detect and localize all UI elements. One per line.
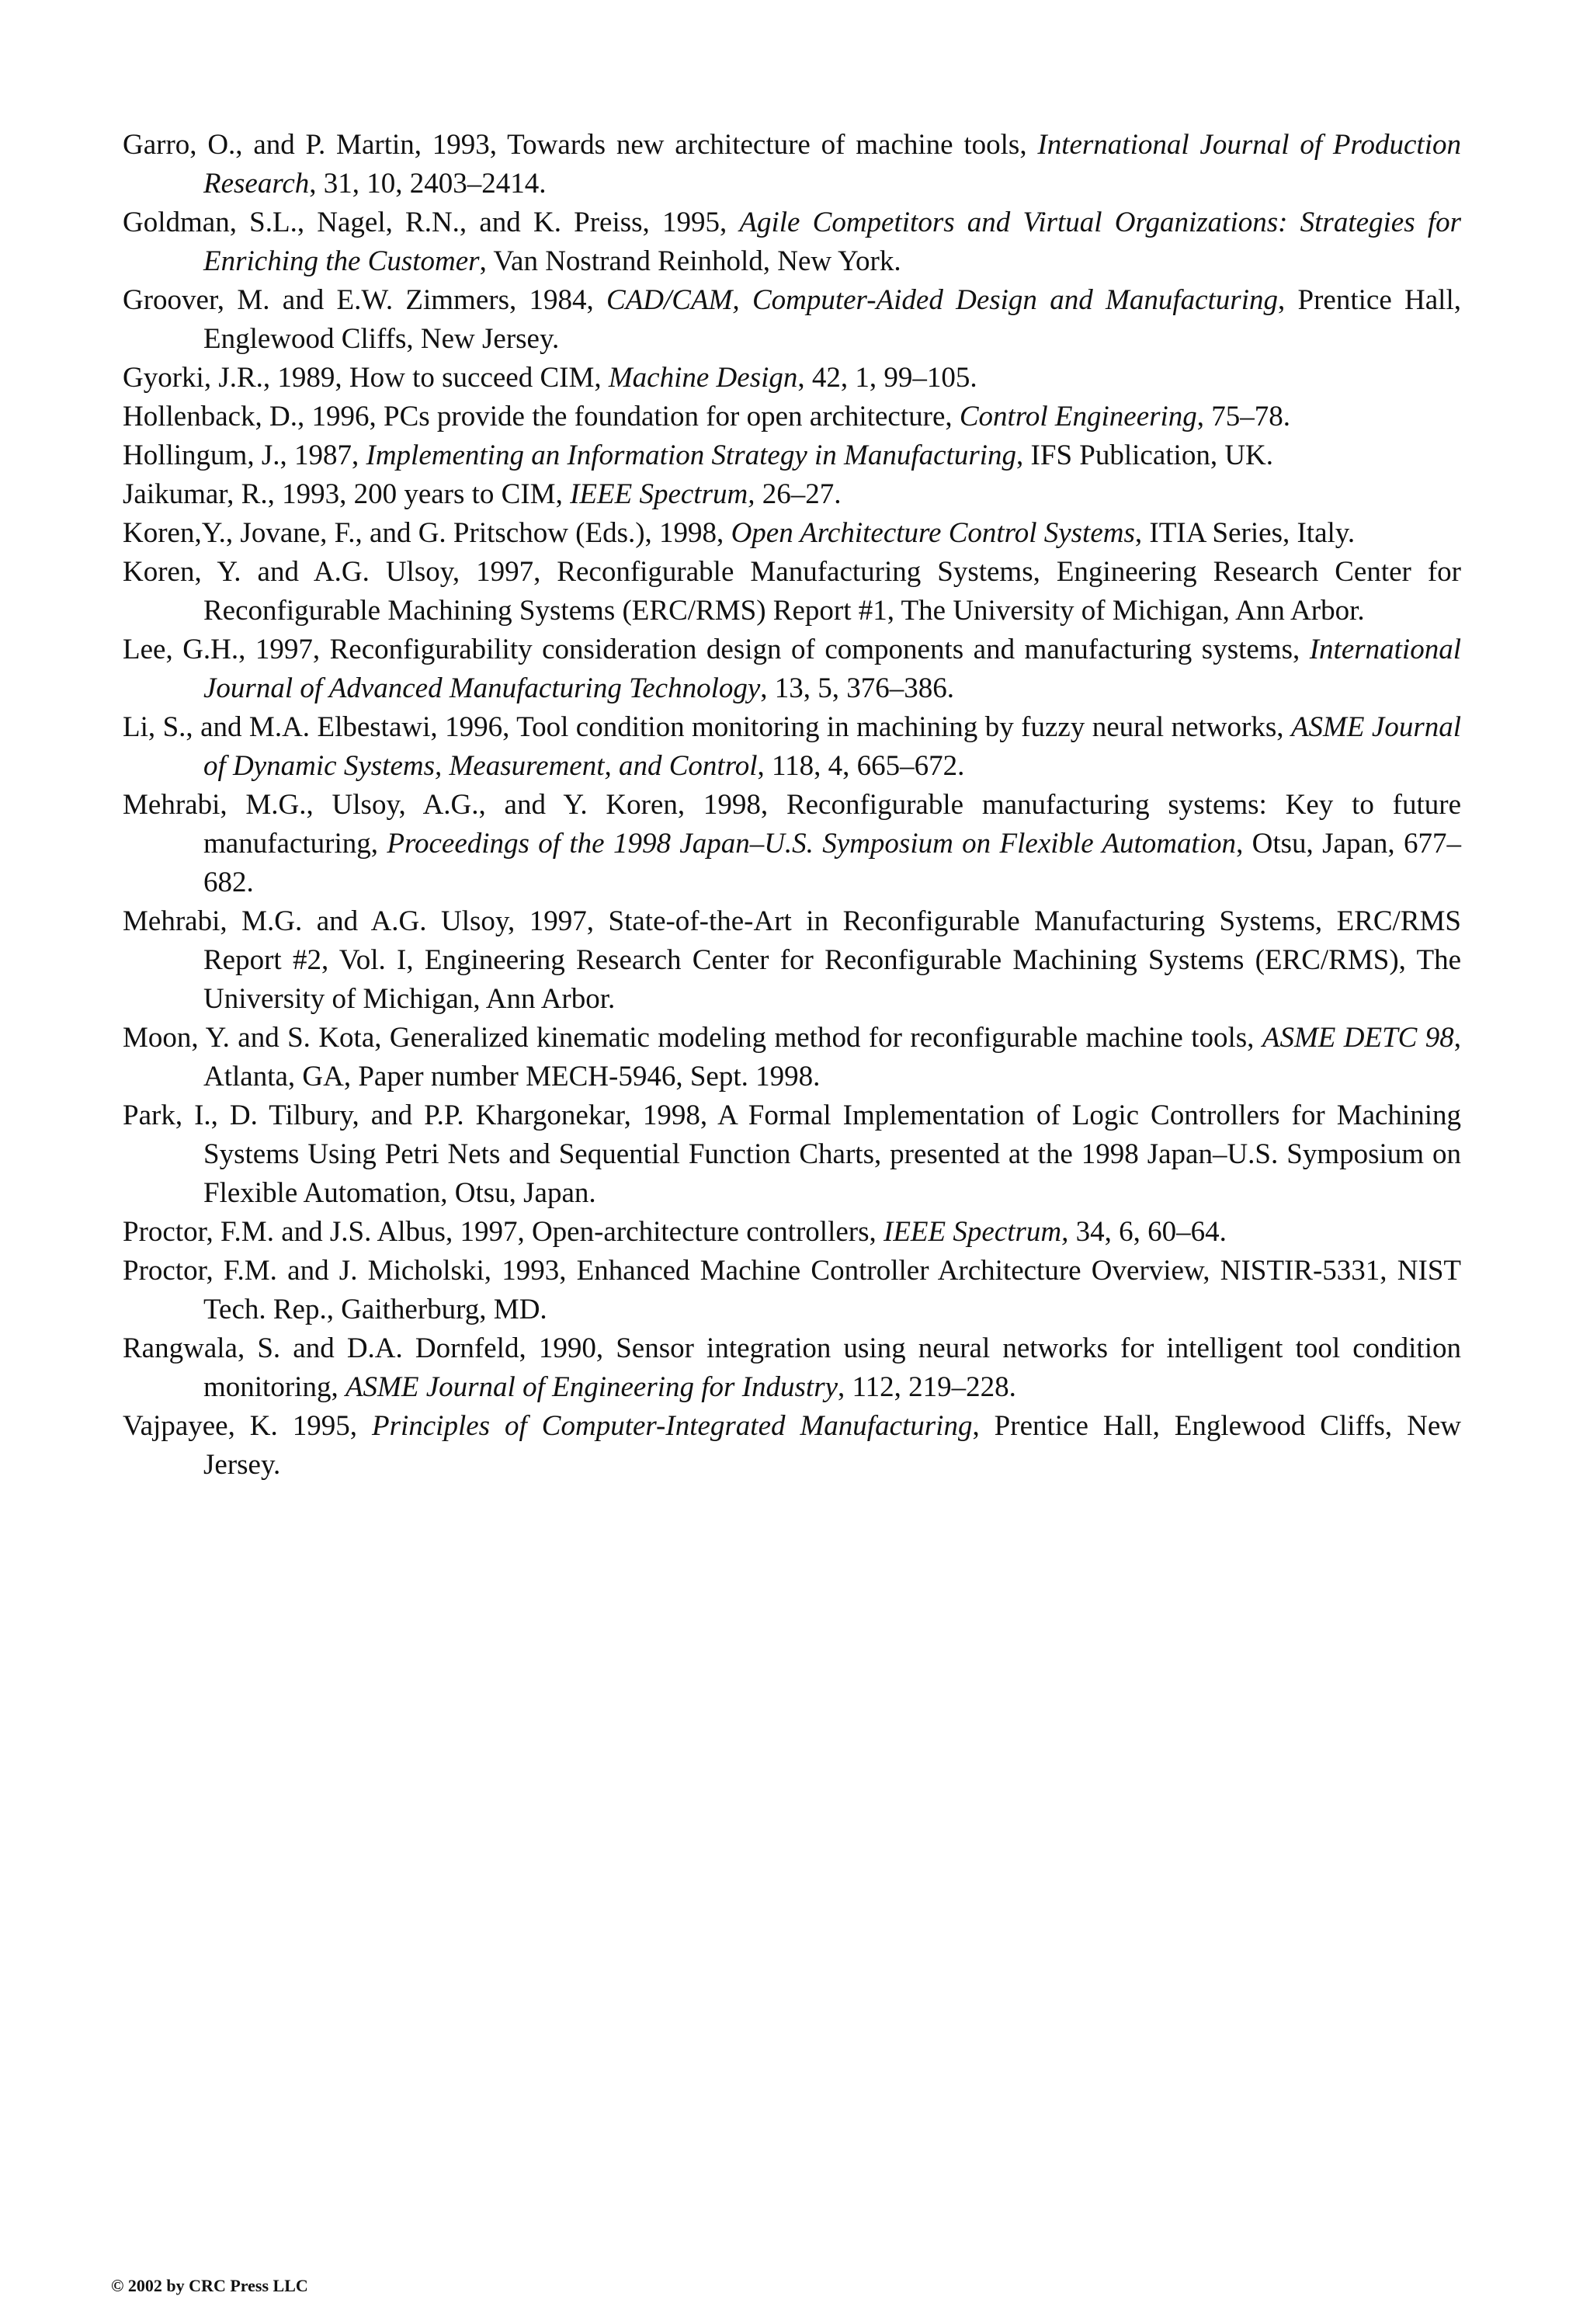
reference-item: Koren,Y., Jovane, F., and G. Pritschow (Eds.), 1998, Open Architecture Control Systems, ITIA Series, Italy. — [123, 517, 1356, 549]
reference-item: Lee, G.H., 1997, Reconfigurability consideration design of components and manufacturing systems, International Journal of Advanced Manufacturing Technology, 13, 5, 376–386. — [123, 634, 1461, 704]
reference-item: Mehrabi, M.G., Ulsoy, A.G., and Y. Koren, 1998, Reconfigurable manufacturing systems: Key to future manufacturing, Proceedings of the 1998 Japan–U.S. Symposium on Flexible Automation, Otsu, Japan, 677–682. — [123, 789, 1461, 898]
reference-item: Proctor, F.M. and J. Micholski, 1993, Enhanced Machine Controller Architecture Overview, NISTIR-5331, NIST Tech. Rep., Gaitherburg, MD. — [123, 1255, 1461, 1325]
reference-item: Koren, Y. and A.G. Ulsoy, 1997, Reconfigurable Manufacturing Systems, Engineering Research Center for Reconfigurable Machining Systems (ERC/RMS) Report #1, The University of Michigan, Ann Arbor. — [123, 556, 1461, 627]
reference-item: Rangwala, S. and D.A. Dornfeld, 1990, Sensor integration using neural networks for intelligent tool condition monitoring, ASME Journal of Engineering for Industry, 112, 219–228. — [123, 1332, 1461, 1403]
reference-item: Mehrabi, M.G. and A.G. Ulsoy, 1997, State-of-the-Art in Reconfigurable Manufacturing Systems, ERC/RMS Report #2, Vol. I, Engineering Research Center for Reconfigurable Machining Systems (ERC/RMS), The University of Michigan, Ann Arbor. — [123, 905, 1461, 1015]
reference-item: Garro, O., and P. Martin, 1993, Towards new architecture of machine tools, International Journal of Production Research, 31, 10, 2403–2414. — [123, 129, 1461, 200]
reference-item: Proctor, F.M. and J.S. Albus, 1997, Open-architecture controllers, IEEE Spectrum, 34, 6, 60–64. — [123, 1216, 1227, 1248]
reference-item: Gyorki, J.R., 1989, How to succeed CIM, Machine Design, 42, 1, 99–105. — [123, 362, 977, 394]
reference-item: Park, I., D. Tilbury, and P.P. Khargonekar, 1998, A Formal Implementation of Logic Controllers for Machining Systems Using Petri Nets and Sequential Function Charts, presented at the 1998 Japan–U.S. Symposium on Flexible Automation, Otsu, Japan. — [123, 1099, 1461, 1209]
reference-item: Moon, Y. and S. Kota, Generalized kinematic modeling method for reconfigurable machine tools, ASME DETC 98, Atlanta, GA, Paper number MECH-5946, Sept. 1998. — [123, 1022, 1461, 1093]
reference-item: Groover, M. and E.W. Zimmers, 1984, CAD/CAM, Computer-Aided Design and Manufacturing, Prentice Hall, Englewood Cliffs, New Jersey. — [123, 284, 1461, 355]
reference-item: Hollingum, J., 1987, Implementing an Information Strategy in Manufacturing, IFS Publication, UK. — [123, 439, 1274, 471]
reference-list — [123, 126, 1461, 1485]
reference-item: Goldman, S.L., Nagel, R.N., and K. Preiss, 1995, Agile Competitors and Virtual Organizations: Strategies for Enriching the Customer, Van Nostrand Reinhold, New York. — [123, 207, 1461, 277]
reference-item: Li, S., and M.A. Elbestawi, 1996, Tool condition monitoring in machining by fuzzy neural networks, ASME Journal of Dynamic Systems, Measurement, and Control, 118, 4, 665–672. — [123, 711, 1461, 782]
copyright-footer: © 2002 by CRC Press LLC — [111, 2276, 308, 2295]
reference-item: Hollenback, D., 1996, PCs provide the foundation for open architecture, Control Engineering, 75–78. — [123, 401, 1291, 432]
reference-item: Jaikumar, R., 1993, 200 years to CIM, IEEE Spectrum, 26–27. — [123, 478, 842, 510]
reference-item: Vajpayee, K. 1995, Principles of Computer-Integrated Manufacturing, Prentice Hall, Englewood Cliffs, New Jersey. — [123, 1410, 1461, 1481]
